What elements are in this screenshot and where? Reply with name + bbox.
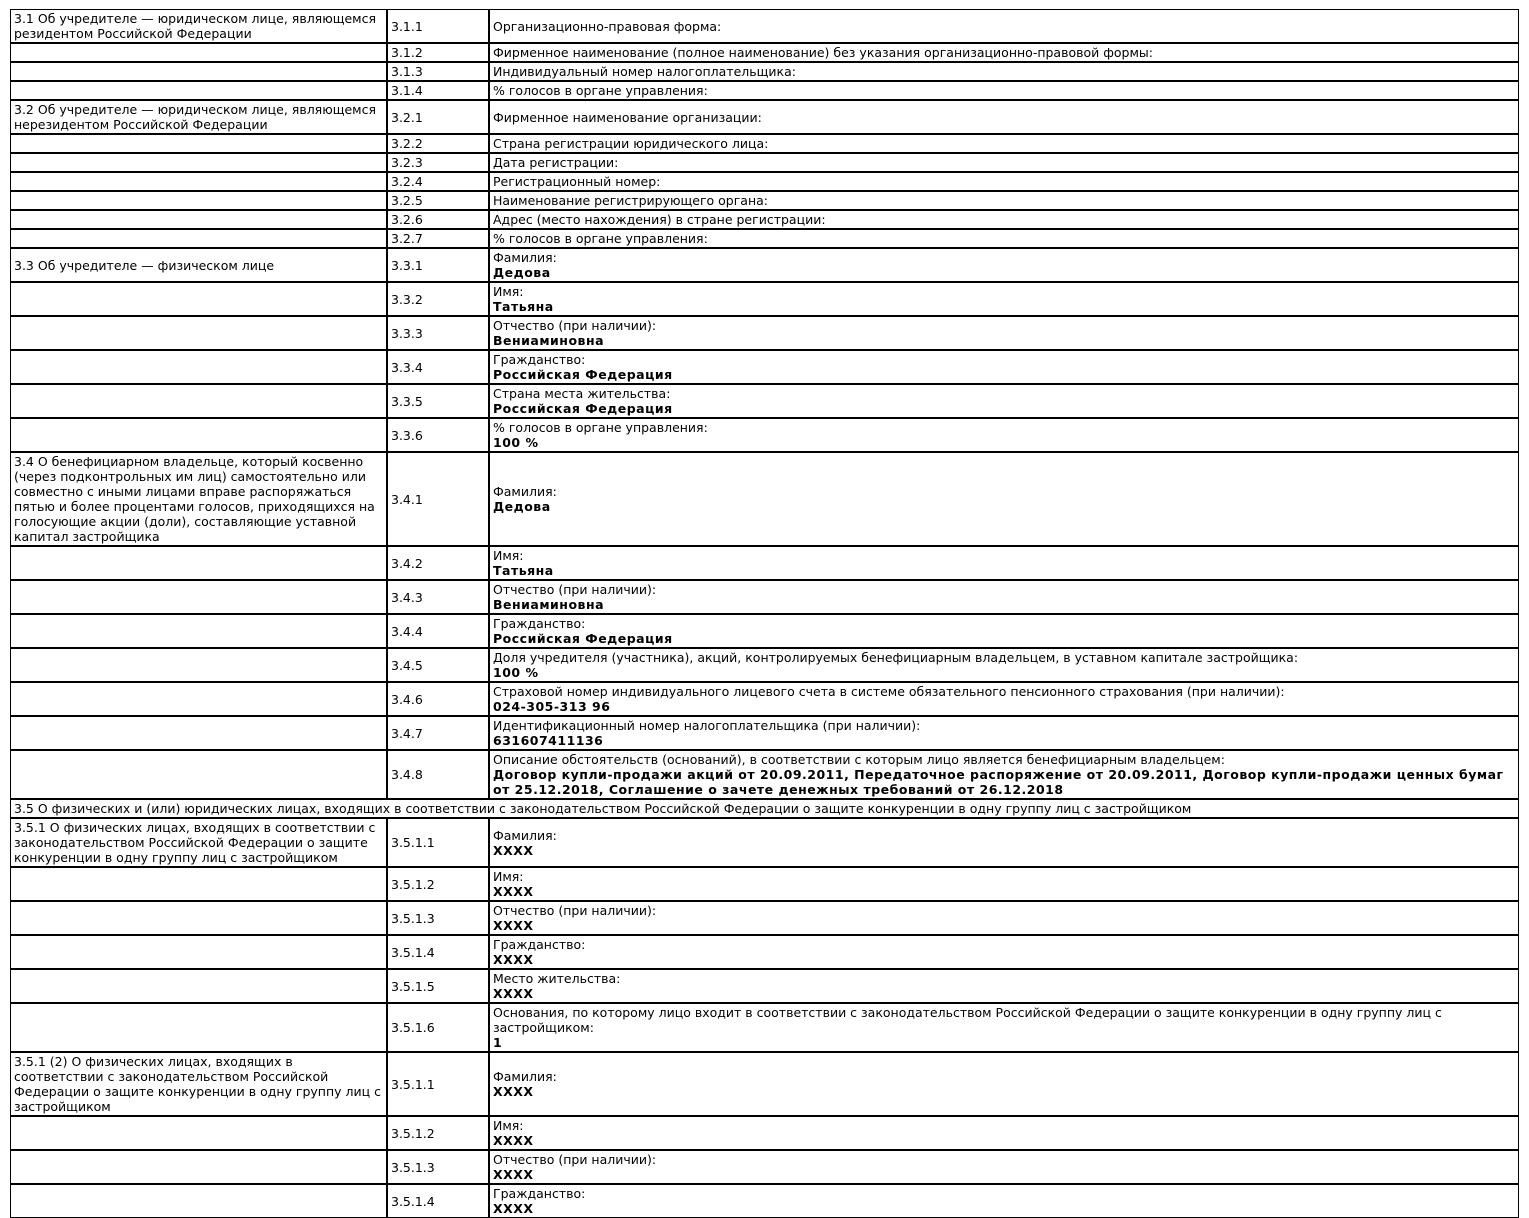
- table-row: [10, 81, 1519, 100]
- field-value: XXXX: [493, 952, 534, 967]
- item-number: 3.4.5: [387, 648, 489, 682]
- item-number: 3.5.1.3: [387, 1150, 489, 1184]
- section-title-empty-cell: [10, 867, 387, 901]
- field-label: Фамилия:: [493, 250, 557, 265]
- table-row: [10, 1150, 1519, 1184]
- field-label: Гражданство:: [493, 352, 586, 367]
- field-cell: [489, 153, 1519, 172]
- field-value: Вениаминовна: [493, 597, 605, 612]
- item-number: 3.5.1.4: [387, 1184, 489, 1218]
- field-value: 100 %: [493, 665, 539, 680]
- section-title-cell: 3.5.1 (2) О физических лицах, входящих в соответствии с законодательством Российской Федерации о защите конкуренции в одну группу лиц с застройщиком: [10, 1052, 387, 1116]
- table-row: [10, 134, 1519, 153]
- field-cell: [489, 935, 1519, 969]
- item-number: 3.3.3: [387, 316, 489, 350]
- item-number: 3.4.2: [387, 546, 489, 580]
- item-number: 3.5.1.2: [387, 867, 489, 901]
- field-cell: [489, 901, 1519, 935]
- item-number: 3.2.3: [387, 153, 489, 172]
- table-row: [10, 210, 1519, 229]
- field-label: Страна места жительства:: [493, 386, 671, 401]
- table-row: [10, 384, 1519, 418]
- section-title-empty-cell: [10, 1184, 387, 1218]
- table-row: [10, 1184, 1519, 1218]
- field-value: 100 %: [493, 435, 539, 450]
- field-label: Гражданство:: [493, 937, 586, 952]
- table-row: [10, 614, 1519, 648]
- table-row: [10, 418, 1519, 452]
- item-number: 3.5.1.1: [387, 1052, 489, 1116]
- table-row: [10, 282, 1519, 316]
- field-cell: [489, 614, 1519, 648]
- item-number: 3.5.1.3: [387, 901, 489, 935]
- section-banner-row: [10, 799, 1519, 818]
- field-value: Татьяна: [493, 563, 554, 578]
- field-cell: [489, 81, 1519, 100]
- field-label: Отчество (при наличии):: [493, 582, 657, 597]
- section-title-empty-cell: [10, 1003, 387, 1052]
- item-number: 3.3.2: [387, 282, 489, 316]
- item-number: 3.2.2: [387, 134, 489, 153]
- table-row: [10, 62, 1519, 81]
- field-cell: [489, 818, 1519, 867]
- item-number: 3.1.4: [387, 81, 489, 100]
- table-row: [10, 580, 1519, 614]
- table-row: [10, 153, 1519, 172]
- field-cell: [489, 172, 1519, 191]
- section-title-empty-cell: [10, 350, 387, 384]
- table-row: [10, 1116, 1519, 1150]
- field-label: Организационно-правовая форма:: [493, 18, 722, 34]
- section-title-empty-cell: [10, 282, 387, 316]
- field-value: Вениаминовна: [493, 333, 605, 348]
- table-row: [10, 229, 1519, 248]
- item-number: 3.4.3: [387, 580, 489, 614]
- section-title-empty-cell: [10, 750, 387, 799]
- field-label: Имя:: [493, 869, 524, 884]
- field-label: Наименование регистрирующего органа:: [493, 193, 768, 208]
- field-cell: [489, 682, 1519, 716]
- item-number: 3.1.3: [387, 62, 489, 81]
- field-value: XXXX: [493, 918, 534, 933]
- table-row: [10, 43, 1519, 62]
- table-row: [10, 1052, 1519, 1116]
- field-label: Отчество (при наличии):: [493, 1152, 657, 1167]
- section-title-empty-cell: [10, 210, 387, 229]
- field-cell: [489, 43, 1519, 62]
- field-cell: [489, 969, 1519, 1003]
- field-label: Индивидуальный номер налогоплательщика:: [493, 64, 796, 79]
- section-title-empty-cell: [10, 901, 387, 935]
- table-row: [10, 191, 1519, 210]
- field-value: XXXX: [493, 842, 534, 858]
- item-number: 3.5.1.4: [387, 935, 489, 969]
- field-value: Российская Федерация: [493, 401, 673, 416]
- field-label: Регистрационный номер:: [493, 174, 661, 189]
- field-cell: [489, 134, 1519, 153]
- field-label: Имя:: [493, 548, 524, 563]
- field-label: Фирменное наименование организации:: [493, 109, 762, 125]
- field-value: Татьяна: [493, 299, 554, 314]
- field-cell: [489, 350, 1519, 384]
- field-cell: [489, 546, 1519, 580]
- field-cell: [489, 62, 1519, 81]
- declaration-table: [10, 9, 1519, 1218]
- section-title-cell: 3.4 О бенефициарном владельце, который косвенно (через подконтрольных им лиц) самостоятельно или совместно с иными лицами вправе распоряжаться пятью и более процентами голосов, приходящихся на голосующие акции (доли), составляющие уставной капитал застройщика: [10, 452, 387, 546]
- item-number: 3.1.2: [387, 43, 489, 62]
- section-title-empty-cell: [10, 153, 387, 172]
- field-value: Дедова: [493, 499, 551, 514]
- field-value: XXXX: [493, 986, 534, 1001]
- section-title-empty-cell: [10, 716, 387, 750]
- item-number: 3.3.5: [387, 384, 489, 418]
- field-value: Дедова: [493, 265, 551, 280]
- item-number: 3.4.8: [387, 750, 489, 799]
- item-number: 3.4.1: [387, 452, 489, 546]
- section-title-empty-cell: [10, 580, 387, 614]
- field-label: Фамилия:: [493, 827, 557, 843]
- item-number: 3.3.4: [387, 350, 489, 384]
- field-value: 024-305-313 96: [493, 699, 611, 714]
- section-title-cell: 3.2 Об учредителе — юридическом лице, являющемся нерезидентом Российской Федерации: [10, 100, 387, 134]
- field-cell: [489, 1003, 1519, 1052]
- item-number: 3.2.6: [387, 210, 489, 229]
- field-label: Идентификационный номер налогоплательщика (при наличии):: [493, 718, 921, 733]
- item-number: 3.4.6: [387, 682, 489, 716]
- section-title-empty-cell: [10, 62, 387, 81]
- item-number: 3.2.7: [387, 229, 489, 248]
- item-number: 3.4.7: [387, 716, 489, 750]
- table-row: [10, 316, 1519, 350]
- table-row: [10, 546, 1519, 580]
- declaration-table-body: [10, 9, 1519, 1218]
- item-number: 3.3.1: [387, 248, 489, 282]
- item-number: 3.2.4: [387, 172, 489, 191]
- section-title-cell: 3.1 Об учредителе — юридическом лице, являющемся резидентом Российской Федерации: [10, 9, 387, 43]
- table-row: [10, 716, 1519, 750]
- field-label: Фирменное наименование (полное наименование) без указания организационно-правовой формы:: [493, 45, 1154, 60]
- item-number: 3.5.1.5: [387, 969, 489, 1003]
- item-number: 3.3.6: [387, 418, 489, 452]
- item-number: 3.1.1: [387, 9, 489, 43]
- field-label: Имя:: [493, 284, 524, 299]
- field-value: XXXX: [493, 1133, 534, 1148]
- field-label: Гражданство:: [493, 616, 586, 631]
- field-label: Доля учредителя (участника), акций, контролируемых бенефициарным владельцем, в уставном капитале застройщика:: [493, 650, 1299, 665]
- field-label: % голосов в органе управления:: [493, 83, 708, 98]
- table-row: [10, 100, 1519, 134]
- table-row: [10, 935, 1519, 969]
- field-cell: [489, 100, 1519, 134]
- section-banner-title: 3.5 О физических и (или) юридических лицах, входящих в соответствии с законодательством Российской Федерации о защите конкуренции в одну группу лиц с застройщиком: [10, 799, 1519, 818]
- field-label: Место жительства:: [493, 971, 621, 986]
- table-row: [10, 648, 1519, 682]
- table-row: [10, 1003, 1519, 1052]
- section-title-empty-cell: [10, 418, 387, 452]
- field-value: Договор купли-продажи акций от 20.09.2011, Передаточное распоряжение от 20.09.2011, Договор купли-продажи ценных бумаг от 25.12.2018, Соглашение о зачете денежных требований от 26.12.2018: [493, 767, 1504, 797]
- field-label: Отчество (при наличии):: [493, 318, 657, 333]
- field-cell: [489, 384, 1519, 418]
- table-row: [10, 350, 1519, 384]
- section-title-empty-cell: [10, 969, 387, 1003]
- field-value: XXXX: [493, 1167, 534, 1182]
- field-label: % голосов в органе управления:: [493, 231, 708, 246]
- section-title-empty-cell: [10, 614, 387, 648]
- field-label: Имя:: [493, 1118, 524, 1133]
- field-label: % голосов в органе управления:: [493, 420, 708, 435]
- field-value: Российская Федерация: [493, 367, 673, 382]
- field-cell: [489, 418, 1519, 452]
- section-title-empty-cell: [10, 229, 387, 248]
- field-label: Дата регистрации:: [493, 155, 619, 170]
- field-label: Фамилия:: [493, 484, 557, 499]
- field-label: Фамилия:: [493, 1069, 557, 1084]
- table-row: [10, 682, 1519, 716]
- field-cell: [489, 191, 1519, 210]
- section-title-empty-cell: [10, 316, 387, 350]
- section-title-empty-cell: [10, 648, 387, 682]
- table-row: [10, 867, 1519, 901]
- field-value: Российская Федерация: [493, 631, 673, 646]
- table-row: [10, 452, 1519, 546]
- field-label: Гражданство:: [493, 1186, 586, 1201]
- field-cell: [489, 580, 1519, 614]
- field-cell: [489, 210, 1519, 229]
- section-title-cell: 3.5.1 О физических лицах, входящих в соответствии с законодательством Российской Федерации о защите конкуренции в одну группу лиц с застройщиком: [10, 818, 387, 867]
- field-value: XXXX: [493, 884, 534, 899]
- table-row: [10, 818, 1519, 867]
- item-number: 3.4.4: [387, 614, 489, 648]
- table-row: [10, 750, 1519, 799]
- section-title-empty-cell: [10, 935, 387, 969]
- section-title-empty-cell: [10, 81, 387, 100]
- table-row: [10, 9, 1519, 43]
- field-cell: [489, 452, 1519, 546]
- section-title-empty-cell: [10, 682, 387, 716]
- field-cell: [489, 229, 1519, 248]
- field-cell: [489, 316, 1519, 350]
- item-number: 3.2.5: [387, 191, 489, 210]
- table-row: [10, 172, 1519, 191]
- field-cell: [489, 1150, 1519, 1184]
- field-cell: [489, 282, 1519, 316]
- item-number: 3.5.1.2: [387, 1116, 489, 1150]
- field-cell: [489, 248, 1519, 282]
- table-row: [10, 969, 1519, 1003]
- field-cell: [489, 750, 1519, 799]
- item-number: 3.5.1.1: [387, 818, 489, 867]
- section-title-empty-cell: [10, 384, 387, 418]
- field-label: Страна регистрации юридического лица:: [493, 136, 769, 151]
- section-title-empty-cell: [10, 172, 387, 191]
- field-cell: [489, 716, 1519, 750]
- field-cell: [489, 1184, 1519, 1218]
- table-row: [10, 901, 1519, 935]
- section-title-empty-cell: [10, 43, 387, 62]
- field-value: XXXX: [493, 1084, 534, 1099]
- field-cell: [489, 1052, 1519, 1116]
- field-cell: [489, 1116, 1519, 1150]
- section-title-empty-cell: [10, 134, 387, 153]
- field-label: Описание обстоятельств (оснований), в соответствии с которым лицо является бенефициарным владельцем:: [493, 752, 1225, 767]
- item-number: 3.2.1: [387, 100, 489, 134]
- section-title-empty-cell: [10, 191, 387, 210]
- field-cell: [489, 867, 1519, 901]
- field-label: Адрес (место нахождения) в стране регистрации:: [493, 212, 826, 227]
- table-row: [10, 248, 1519, 282]
- field-label: Отчество (при наличии):: [493, 903, 657, 918]
- section-title-empty-cell: [10, 1150, 387, 1184]
- field-value: 1: [493, 1035, 503, 1050]
- section-title-empty-cell: [10, 1116, 387, 1150]
- field-label: Страховой номер индивидуального лицевого счета в системе обязательного пенсионного страхования (при наличии):: [493, 684, 1285, 699]
- field-value: 631607411136: [493, 733, 604, 748]
- field-value: XXXX: [493, 1201, 534, 1216]
- item-number: 3.5.1.6: [387, 1003, 489, 1052]
- section-title-empty-cell: [10, 546, 387, 580]
- field-label: Основания, по которому лицо входит в соответствии с законодательством Российской Федерации о защите конкуренции в одну группу лиц с застройщиком:: [493, 1005, 1442, 1035]
- field-cell: [489, 648, 1519, 682]
- section-title-cell: 3.3 Об учредителе — физическом лице: [10, 248, 387, 282]
- field-cell: [489, 9, 1519, 43]
